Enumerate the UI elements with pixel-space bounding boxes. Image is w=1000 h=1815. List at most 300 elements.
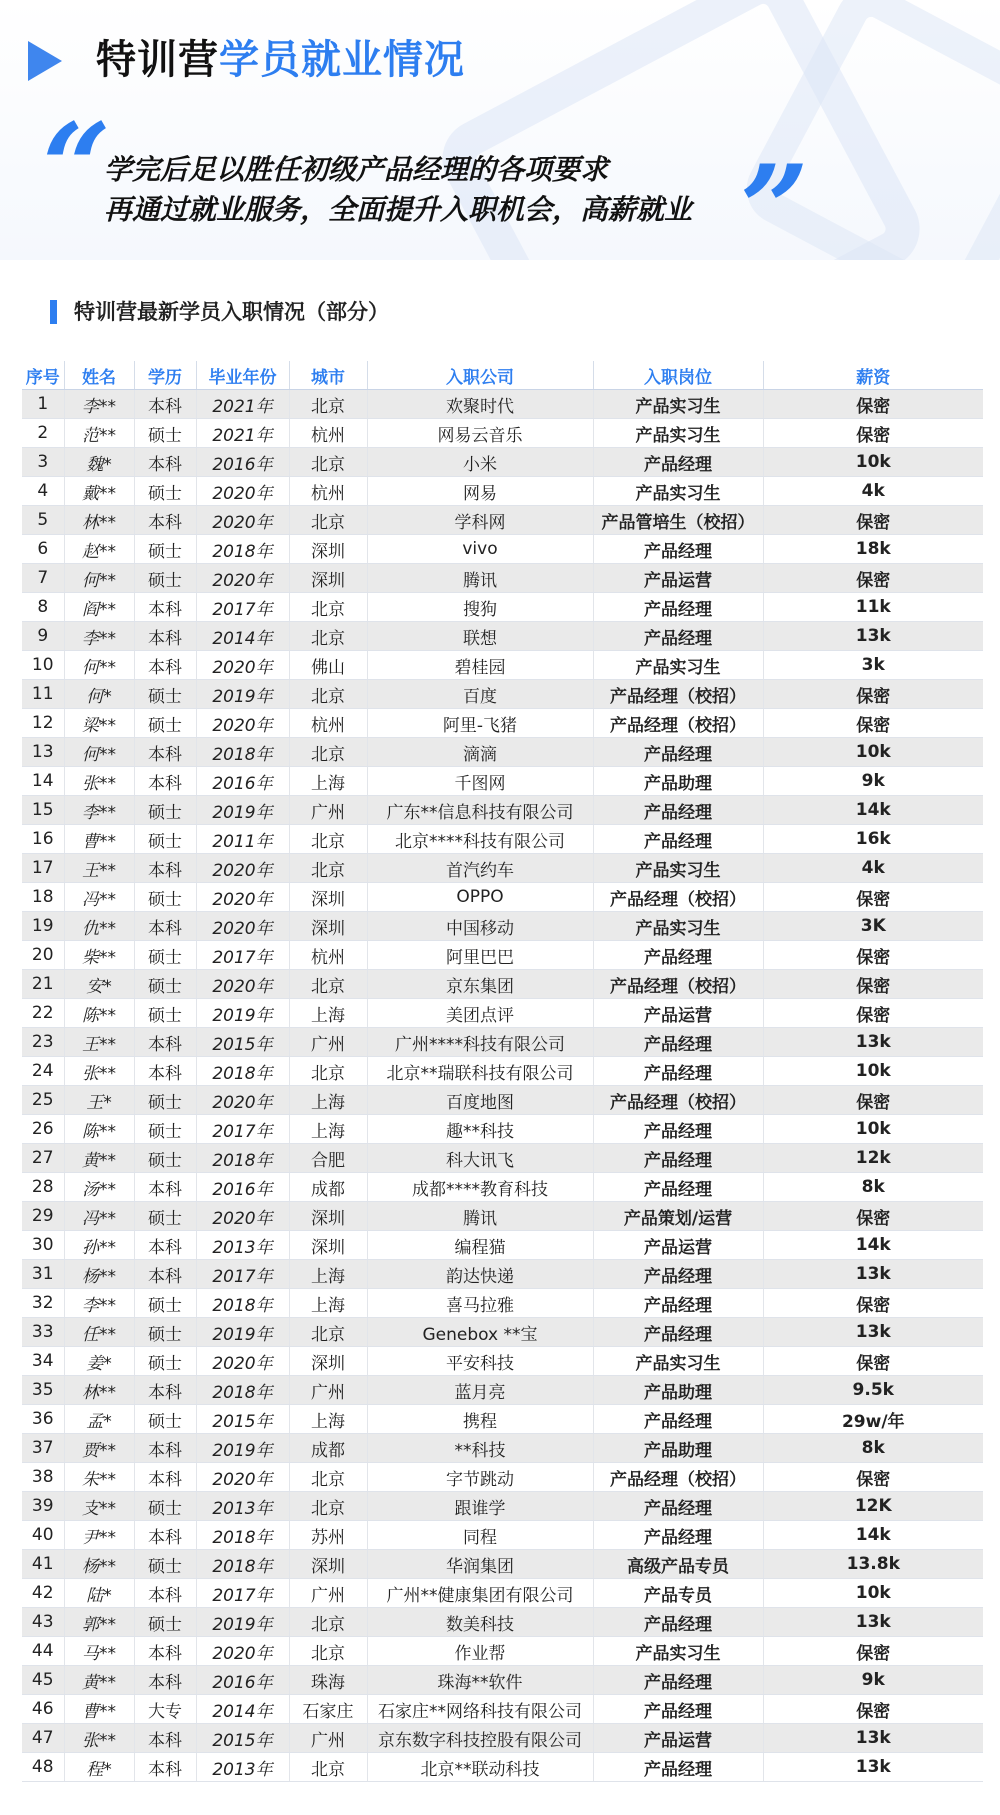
name-cell: 任**: [64, 1318, 134, 1347]
table-row: [22, 1405, 983, 1434]
city-cell: 成都: [289, 1173, 367, 1202]
index-cell: 36: [22, 1405, 64, 1434]
name-cell: 陆*: [64, 1579, 134, 1608]
salary-cell: 3k: [763, 651, 983, 680]
city-cell: 上海: [289, 1115, 367, 1144]
index-cell: 39: [22, 1492, 64, 1521]
grad-year-cell: 2019年: [196, 1318, 289, 1347]
position-cell: 产品经理: [593, 738, 763, 767]
section-marker-icon: [50, 300, 57, 324]
name-cell: 程*: [64, 1753, 134, 1782]
play-triangle-icon: [28, 41, 62, 81]
table-row: [22, 1521, 983, 1550]
table-row: [22, 709, 983, 738]
company-cell: 跟谁学: [367, 1492, 593, 1521]
page-title: [96, 30, 465, 90]
degree-cell: 硕士: [134, 535, 196, 564]
company-cell: 腾讯: [367, 564, 593, 593]
city-cell: 深圳: [289, 1231, 367, 1260]
city-cell: 北京: [289, 1637, 367, 1666]
table-row: [22, 1144, 983, 1173]
city-cell: 上海: [289, 767, 367, 796]
name-cell: 杨**: [64, 1260, 134, 1289]
position-cell: 产品助理: [593, 1376, 763, 1405]
city-cell: 北京: [289, 1492, 367, 1521]
position-cell: 产品经理: [593, 1695, 763, 1724]
name-cell: 朱**: [64, 1463, 134, 1492]
employment-table: [22, 361, 983, 1782]
name-cell: 李**: [64, 1289, 134, 1318]
degree-cell: 硕士: [134, 477, 196, 506]
grad-year-cell: 2014年: [196, 1695, 289, 1724]
grad-year-cell: 2020年: [196, 854, 289, 883]
degree-cell: 本科: [134, 1028, 196, 1057]
position-cell: 产品经理: [593, 796, 763, 825]
degree-cell: 本科: [134, 1463, 196, 1492]
city-cell: 北京: [289, 970, 367, 999]
city-cell: 广州: [289, 1028, 367, 1057]
index-cell: 30: [22, 1231, 64, 1260]
name-cell: 梁**: [64, 709, 134, 738]
city-cell: 苏州: [289, 1521, 367, 1550]
company-cell: 珠海**软件: [367, 1666, 593, 1695]
grad-year-cell: 2020年: [196, 506, 289, 535]
degree-cell: 本科: [134, 1260, 196, 1289]
name-cell: 黄**: [64, 1666, 134, 1695]
degree-cell: 硕士: [134, 709, 196, 738]
salary-cell: 18k: [763, 535, 983, 564]
salary-cell: 9k: [763, 767, 983, 796]
position-cell: 产品实习生: [593, 390, 763, 419]
company-cell: OPPO: [367, 883, 593, 912]
degree-cell: 硕士: [134, 796, 196, 825]
degree-cell: 本科: [134, 1724, 196, 1753]
salary-cell: 10k: [763, 448, 983, 477]
salary-cell: 保密: [763, 390, 983, 419]
salary-cell: 13k: [763, 622, 983, 651]
salary-cell: 12k: [763, 1144, 983, 1173]
salary-cell: 13k: [763, 1260, 983, 1289]
open-quote-icon: “: [42, 97, 112, 238]
company-cell: 广州**健康集团有限公司: [367, 1579, 593, 1608]
city-cell: 北京: [289, 680, 367, 709]
index-cell: 48: [22, 1753, 64, 1782]
city-cell: 深圳: [289, 1202, 367, 1231]
index-cell: 8: [22, 593, 64, 622]
company-cell: 京东数字科技控股有限公司: [367, 1724, 593, 1753]
company-cell: 广东**信息科技有限公司: [367, 796, 593, 825]
position-cell: 产品经理（校招）: [593, 1463, 763, 1492]
city-cell: 广州: [289, 796, 367, 825]
name-cell: 郭**: [64, 1608, 134, 1637]
name-cell: 李**: [64, 390, 134, 419]
index-cell: 45: [22, 1666, 64, 1695]
grad-year-cell: 2018年: [196, 1376, 289, 1405]
city-cell: 北京: [289, 738, 367, 767]
degree-cell: 硕士: [134, 419, 196, 448]
grad-year-cell: 2016年: [196, 448, 289, 477]
index-cell: 19: [22, 912, 64, 941]
city-cell: 上海: [289, 1086, 367, 1115]
table-row: [22, 1202, 983, 1231]
position-cell: 产品经理: [593, 1318, 763, 1347]
index-cell: 11: [22, 680, 64, 709]
city-cell: 深圳: [289, 564, 367, 593]
table-row: [22, 825, 983, 854]
column-header-degree: 学历: [134, 361, 196, 390]
table-row: [22, 912, 983, 941]
grad-year-cell: 2018年: [196, 1289, 289, 1318]
grad-year-cell: 2018年: [196, 1550, 289, 1579]
company-cell: 作业帮: [367, 1637, 593, 1666]
company-cell: 滴滴: [367, 738, 593, 767]
table-row: [22, 419, 983, 448]
degree-cell: 本科: [134, 738, 196, 767]
company-cell: vivo: [367, 535, 593, 564]
salary-cell: 10k: [763, 738, 983, 767]
grad-year-cell: 2020年: [196, 651, 289, 680]
company-cell: **科技: [367, 1434, 593, 1463]
grad-year-cell: 2021年: [196, 419, 289, 448]
table-row: [22, 883, 983, 912]
salary-cell: 14k: [763, 796, 983, 825]
salary-cell: 13k: [763, 1028, 983, 1057]
table-row: [22, 1289, 983, 1318]
position-cell: 产品经理: [593, 1057, 763, 1086]
table-row: [22, 1666, 983, 1695]
salary-cell: 3K: [763, 912, 983, 941]
degree-cell: 本科: [134, 912, 196, 941]
salary-cell: 保密: [763, 709, 983, 738]
salary-cell: 保密: [763, 506, 983, 535]
degree-cell: 本科: [134, 1057, 196, 1086]
index-cell: 20: [22, 941, 64, 970]
company-cell: 同程: [367, 1521, 593, 1550]
degree-cell: 本科: [134, 593, 196, 622]
table-row: [22, 1231, 983, 1260]
company-cell: 腾讯: [367, 1202, 593, 1231]
name-cell: 何*: [64, 680, 134, 709]
position-cell: 产品经理: [593, 1521, 763, 1550]
position-cell: 产品实习生: [593, 1637, 763, 1666]
degree-cell: 本科: [134, 767, 196, 796]
name-cell: 林**: [64, 1376, 134, 1405]
index-cell: 21: [22, 970, 64, 999]
table-row: [22, 1057, 983, 1086]
grad-year-cell: 2019年: [196, 680, 289, 709]
company-cell: 平安科技: [367, 1347, 593, 1376]
salary-cell: 9.5k: [763, 1376, 983, 1405]
table-row: [22, 1608, 983, 1637]
grad-year-cell: 2016年: [196, 1666, 289, 1695]
position-cell: 产品经理（校招）: [593, 883, 763, 912]
city-cell: 广州: [289, 1724, 367, 1753]
salary-cell: 14k: [763, 1521, 983, 1550]
city-cell: 佛山: [289, 651, 367, 680]
slogan: [104, 150, 692, 230]
position-cell: 产品经理: [593, 593, 763, 622]
salary-cell: 29w/年: [763, 1405, 983, 1434]
table-row: [22, 941, 983, 970]
table-body: [22, 390, 983, 1782]
company-cell: 首汽约车: [367, 854, 593, 883]
name-cell: 黄**: [64, 1144, 134, 1173]
city-cell: 北京: [289, 593, 367, 622]
salary-cell: 保密: [763, 1463, 983, 1492]
table-row: [22, 477, 983, 506]
city-cell: 杭州: [289, 941, 367, 970]
degree-cell: 本科: [134, 390, 196, 419]
table-row: [22, 1579, 983, 1608]
company-cell: 华润集团: [367, 1550, 593, 1579]
city-cell: 北京: [289, 1463, 367, 1492]
company-cell: Genebox **宝: [367, 1318, 593, 1347]
degree-cell: 硕士: [134, 1405, 196, 1434]
name-cell: 尹**: [64, 1521, 134, 1550]
index-cell: 23: [22, 1028, 64, 1057]
index-cell: 37: [22, 1434, 64, 1463]
city-cell: 上海: [289, 999, 367, 1028]
name-cell: 曹**: [64, 1695, 134, 1724]
position-cell: 产品实习生: [593, 651, 763, 680]
table-header-row: [22, 361, 983, 390]
position-cell: 产品运营: [593, 999, 763, 1028]
salary-cell: 13k: [763, 1724, 983, 1753]
city-cell: 北京: [289, 1057, 367, 1086]
table-row: [22, 651, 983, 680]
index-cell: 14: [22, 767, 64, 796]
city-cell: 合肥: [289, 1144, 367, 1173]
position-cell: 产品实习生: [593, 1347, 763, 1376]
table-row: [22, 999, 983, 1028]
grad-year-cell: 2017年: [196, 1260, 289, 1289]
index-cell: 41: [22, 1550, 64, 1579]
degree-cell: 本科: [134, 506, 196, 535]
company-cell: 千图网: [367, 767, 593, 796]
position-cell: 产品运营: [593, 1231, 763, 1260]
index-cell: 1: [22, 390, 64, 419]
city-cell: 成都: [289, 1434, 367, 1463]
page-title-part2: 学员就业情况: [219, 37, 465, 83]
grad-year-cell: 2020年: [196, 1202, 289, 1231]
index-cell: 26: [22, 1115, 64, 1144]
degree-cell: 硕士: [134, 970, 196, 999]
salary-cell: 保密: [763, 419, 983, 448]
position-cell: 产品经理（校招）: [593, 970, 763, 999]
column-header-city: 城市: [289, 361, 367, 390]
table-row: [22, 390, 983, 419]
name-cell: 李**: [64, 622, 134, 651]
company-cell: 北京**瑞联科技有限公司: [367, 1057, 593, 1086]
column-header-company: 入职公司: [367, 361, 593, 390]
company-cell: 成都****教育科技: [367, 1173, 593, 1202]
grad-year-cell: 2015年: [196, 1724, 289, 1753]
index-cell: 31: [22, 1260, 64, 1289]
column-header-salary: 薪资: [763, 361, 983, 390]
salary-cell: 保密: [763, 970, 983, 999]
salary-cell: 12K: [763, 1492, 983, 1521]
position-cell: 产品经理: [593, 1028, 763, 1057]
company-cell: 数美科技: [367, 1608, 593, 1637]
degree-cell: 硕士: [134, 1318, 196, 1347]
city-cell: 北京: [289, 1318, 367, 1347]
city-cell: 北京: [289, 825, 367, 854]
name-cell: 李**: [64, 796, 134, 825]
grad-year-cell: 2020年: [196, 1637, 289, 1666]
position-cell: 产品经理: [593, 1753, 763, 1782]
grad-year-cell: 2018年: [196, 1057, 289, 1086]
salary-cell: 保密: [763, 1086, 983, 1115]
index-cell: 10: [22, 651, 64, 680]
index-cell: 17: [22, 854, 64, 883]
grad-year-cell: 2016年: [196, 767, 289, 796]
salary-cell: 保密: [763, 1347, 983, 1376]
grad-year-cell: 2020年: [196, 970, 289, 999]
position-cell: 产品经理: [593, 1608, 763, 1637]
city-cell: 上海: [289, 1405, 367, 1434]
table-row: [22, 854, 983, 883]
company-cell: 广州****科技有限公司: [367, 1028, 593, 1057]
company-cell: 阿里巴巴: [367, 941, 593, 970]
salary-cell: 4k: [763, 854, 983, 883]
name-cell: 魏*: [64, 448, 134, 477]
name-cell: 赵**: [64, 535, 134, 564]
section-title: 特训营最新学员入职情况（部分）: [74, 300, 389, 324]
grad-year-cell: 2021年: [196, 390, 289, 419]
salary-cell: 10k: [763, 1115, 983, 1144]
position-cell: 产品助理: [593, 767, 763, 796]
index-cell: 5: [22, 506, 64, 535]
grad-year-cell: 2020年: [196, 564, 289, 593]
column-header-grad-year: 毕业年份: [196, 361, 289, 390]
position-cell: 产品策划/运营: [593, 1202, 763, 1231]
grad-year-cell: 2015年: [196, 1028, 289, 1057]
salary-cell: 保密: [763, 564, 983, 593]
table-row: [22, 1753, 983, 1782]
salary-cell: 保密: [763, 883, 983, 912]
city-cell: 深圳: [289, 912, 367, 941]
grad-year-cell: 2018年: [196, 535, 289, 564]
degree-cell: 硕士: [134, 1492, 196, 1521]
city-cell: 杭州: [289, 477, 367, 506]
company-cell: 携程: [367, 1405, 593, 1434]
position-cell: 产品助理: [593, 1434, 763, 1463]
index-cell: 3: [22, 448, 64, 477]
name-cell: 王*: [64, 1086, 134, 1115]
close-quote-icon: ”: [740, 139, 810, 280]
position-cell: 产品经理: [593, 535, 763, 564]
grad-year-cell: 2019年: [196, 999, 289, 1028]
position-cell: 产品运营: [593, 564, 763, 593]
position-cell: 产品实习生: [593, 912, 763, 941]
city-cell: 北京: [289, 854, 367, 883]
degree-cell: 硕士: [134, 825, 196, 854]
position-cell: 产品经理: [593, 1144, 763, 1173]
city-cell: 深圳: [289, 535, 367, 564]
degree-cell: 硕士: [134, 1550, 196, 1579]
position-cell: 产品经理: [593, 1115, 763, 1144]
table-row: [22, 680, 983, 709]
grad-year-cell: 2016年: [196, 1173, 289, 1202]
name-cell: 孙**: [64, 1231, 134, 1260]
name-cell: 孟*: [64, 1405, 134, 1434]
index-cell: 40: [22, 1521, 64, 1550]
grad-year-cell: 2011年: [196, 825, 289, 854]
company-cell: 百度地图: [367, 1086, 593, 1115]
position-cell: 产品管培生（校招）: [593, 506, 763, 535]
table-row: [22, 738, 983, 767]
table-row: [22, 535, 983, 564]
column-header-position: 入职岗位: [593, 361, 763, 390]
salary-cell: 4k: [763, 477, 983, 506]
company-cell: 联想: [367, 622, 593, 651]
city-cell: 北京: [289, 1753, 367, 1782]
salary-cell: 保密: [763, 1289, 983, 1318]
company-cell: 编程猫: [367, 1231, 593, 1260]
degree-cell: 本科: [134, 1637, 196, 1666]
position-cell: 产品经理: [593, 1492, 763, 1521]
degree-cell: 硕士: [134, 941, 196, 970]
degree-cell: 本科: [134, 651, 196, 680]
name-cell: 范**: [64, 419, 134, 448]
name-cell: 曹**: [64, 825, 134, 854]
position-cell: 产品经理: [593, 1260, 763, 1289]
company-cell: 网易云音乐: [367, 419, 593, 448]
name-cell: 冯**: [64, 883, 134, 912]
grad-year-cell: 2020年: [196, 1347, 289, 1376]
table-row: [22, 448, 983, 477]
degree-cell: 本科: [134, 1434, 196, 1463]
name-cell: 张**: [64, 1724, 134, 1753]
city-cell: 杭州: [289, 419, 367, 448]
grad-year-cell: 2019年: [196, 1434, 289, 1463]
name-cell: 陈**: [64, 1115, 134, 1144]
company-cell: 趣**科技: [367, 1115, 593, 1144]
grad-year-cell: 2017年: [196, 593, 289, 622]
city-cell: 北京: [289, 390, 367, 419]
salary-cell: 13k: [763, 1318, 983, 1347]
index-cell: 43: [22, 1608, 64, 1637]
degree-cell: 硕士: [134, 1289, 196, 1318]
table-row: [22, 1115, 983, 1144]
column-header-name: 姓名: [64, 361, 134, 390]
table-row: [22, 1463, 983, 1492]
index-cell: 34: [22, 1347, 64, 1376]
position-cell: 产品经理: [593, 1666, 763, 1695]
name-cell: 仇**: [64, 912, 134, 941]
salary-cell: 保密: [763, 1202, 983, 1231]
name-cell: 戴**: [64, 477, 134, 506]
index-cell: 9: [22, 622, 64, 651]
degree-cell: 本科: [134, 1753, 196, 1782]
index-cell: 16: [22, 825, 64, 854]
index-cell: 2: [22, 419, 64, 448]
index-cell: 47: [22, 1724, 64, 1753]
index-cell: 42: [22, 1579, 64, 1608]
degree-cell: 本科: [134, 1173, 196, 1202]
position-cell: 产品经理: [593, 448, 763, 477]
table-row: [22, 593, 983, 622]
company-cell: 京东集团: [367, 970, 593, 999]
salary-cell: 保密: [763, 941, 983, 970]
name-cell: 陈**: [64, 999, 134, 1028]
index-cell: 7: [22, 564, 64, 593]
table-row: [22, 1492, 983, 1521]
name-cell: 杨**: [64, 1550, 134, 1579]
index-cell: 33: [22, 1318, 64, 1347]
salary-cell: 9k: [763, 1666, 983, 1695]
degree-cell: 硕士: [134, 1144, 196, 1173]
